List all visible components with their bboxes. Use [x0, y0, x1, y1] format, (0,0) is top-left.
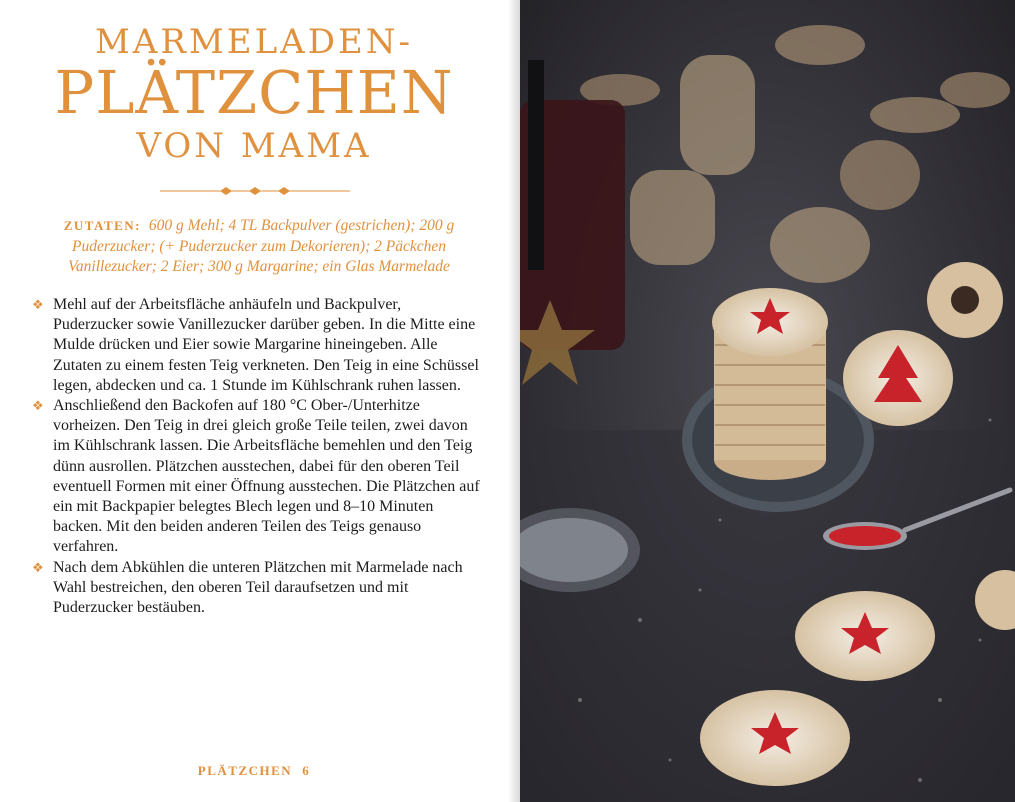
- ingredients-block: [44, 216, 474, 278]
- instruction-step: [32, 295, 480, 396]
- instruction-step: [32, 558, 480, 619]
- ingredients-text: 600 g Mehl; 4 TL Backpulver (gestrichen); 200 g Puderzucker; (+ Puderzucker zum Dekorieren); 2 Päckchen Vanillezucker; 2 Eier; 300 g Margarine; ein Glas Marmelade: [68, 217, 455, 275]
- page-footer: [0, 763, 508, 779]
- diamond-bullet-icon: ❖: [32, 398, 44, 414]
- diamond-bullet-icon: ❖: [32, 559, 44, 575]
- ingredients-label: ZUTATEN:: [63, 218, 141, 233]
- instruction-text: Mehl auf der Arbeitsfläche anhäufeln und Backpulver, Puderzucker sowie Vanillezucker darüber geben. In die Mitte eine Mulde drücken und Eier sowie Margarine hineingeben. Alle Zutaten zu einem festen Teig verkneten. Den Teig in eine Schüssel legen, abdecken und ca. 1 Stunde im Kühlschrank ruhen lassen.: [53, 296, 479, 394]
- ornament-divider-icon: [160, 184, 350, 198]
- diamond-bullet-icon: ❖: [32, 297, 44, 312]
- footer-section-label: PLÄTZCHEN: [197, 763, 293, 778]
- instruction-text: Nach dem Abkühlen die unteren Plätzchen mit Marmelade nach Wahl bestreichen, den oberen Teil daraufsetzen und mit Puderzucker bestäuben.: [53, 558, 463, 617]
- instruction-step: [32, 396, 480, 558]
- page-number: 6: [302, 763, 311, 778]
- title-line-1: MARMELADEN-: [94, 22, 414, 62]
- instruction-text: Anschließend den Backofen auf 180 °C Ober-/Unterhitze vorheizen. Den Teig in drei gleich große Teile teilen, zwei davon im Kühlschrank lassen. Die Arbeitsfläche bemehlen und den Teig dünn ausrollen. Plätzchen ausstechen, dabei für den oberen Teil eventuell Formen mit einer Öffnung ausstechen. Die Plätzchen auf ein mit Backpapier belegtes Blech legen und 8–10 Minuten backen. Mit den beiden anderen Teilen des Teigs genauso verfahren.: [53, 397, 480, 556]
- instruction-list: [32, 295, 480, 618]
- book-gutter: [508, 0, 520, 802]
- title-line-3: VON MAMA: [136, 126, 372, 166]
- title-line-2: PLÄTZCHEN: [54, 58, 454, 127]
- cookie-photo-illustration: [520, 0, 1015, 802]
